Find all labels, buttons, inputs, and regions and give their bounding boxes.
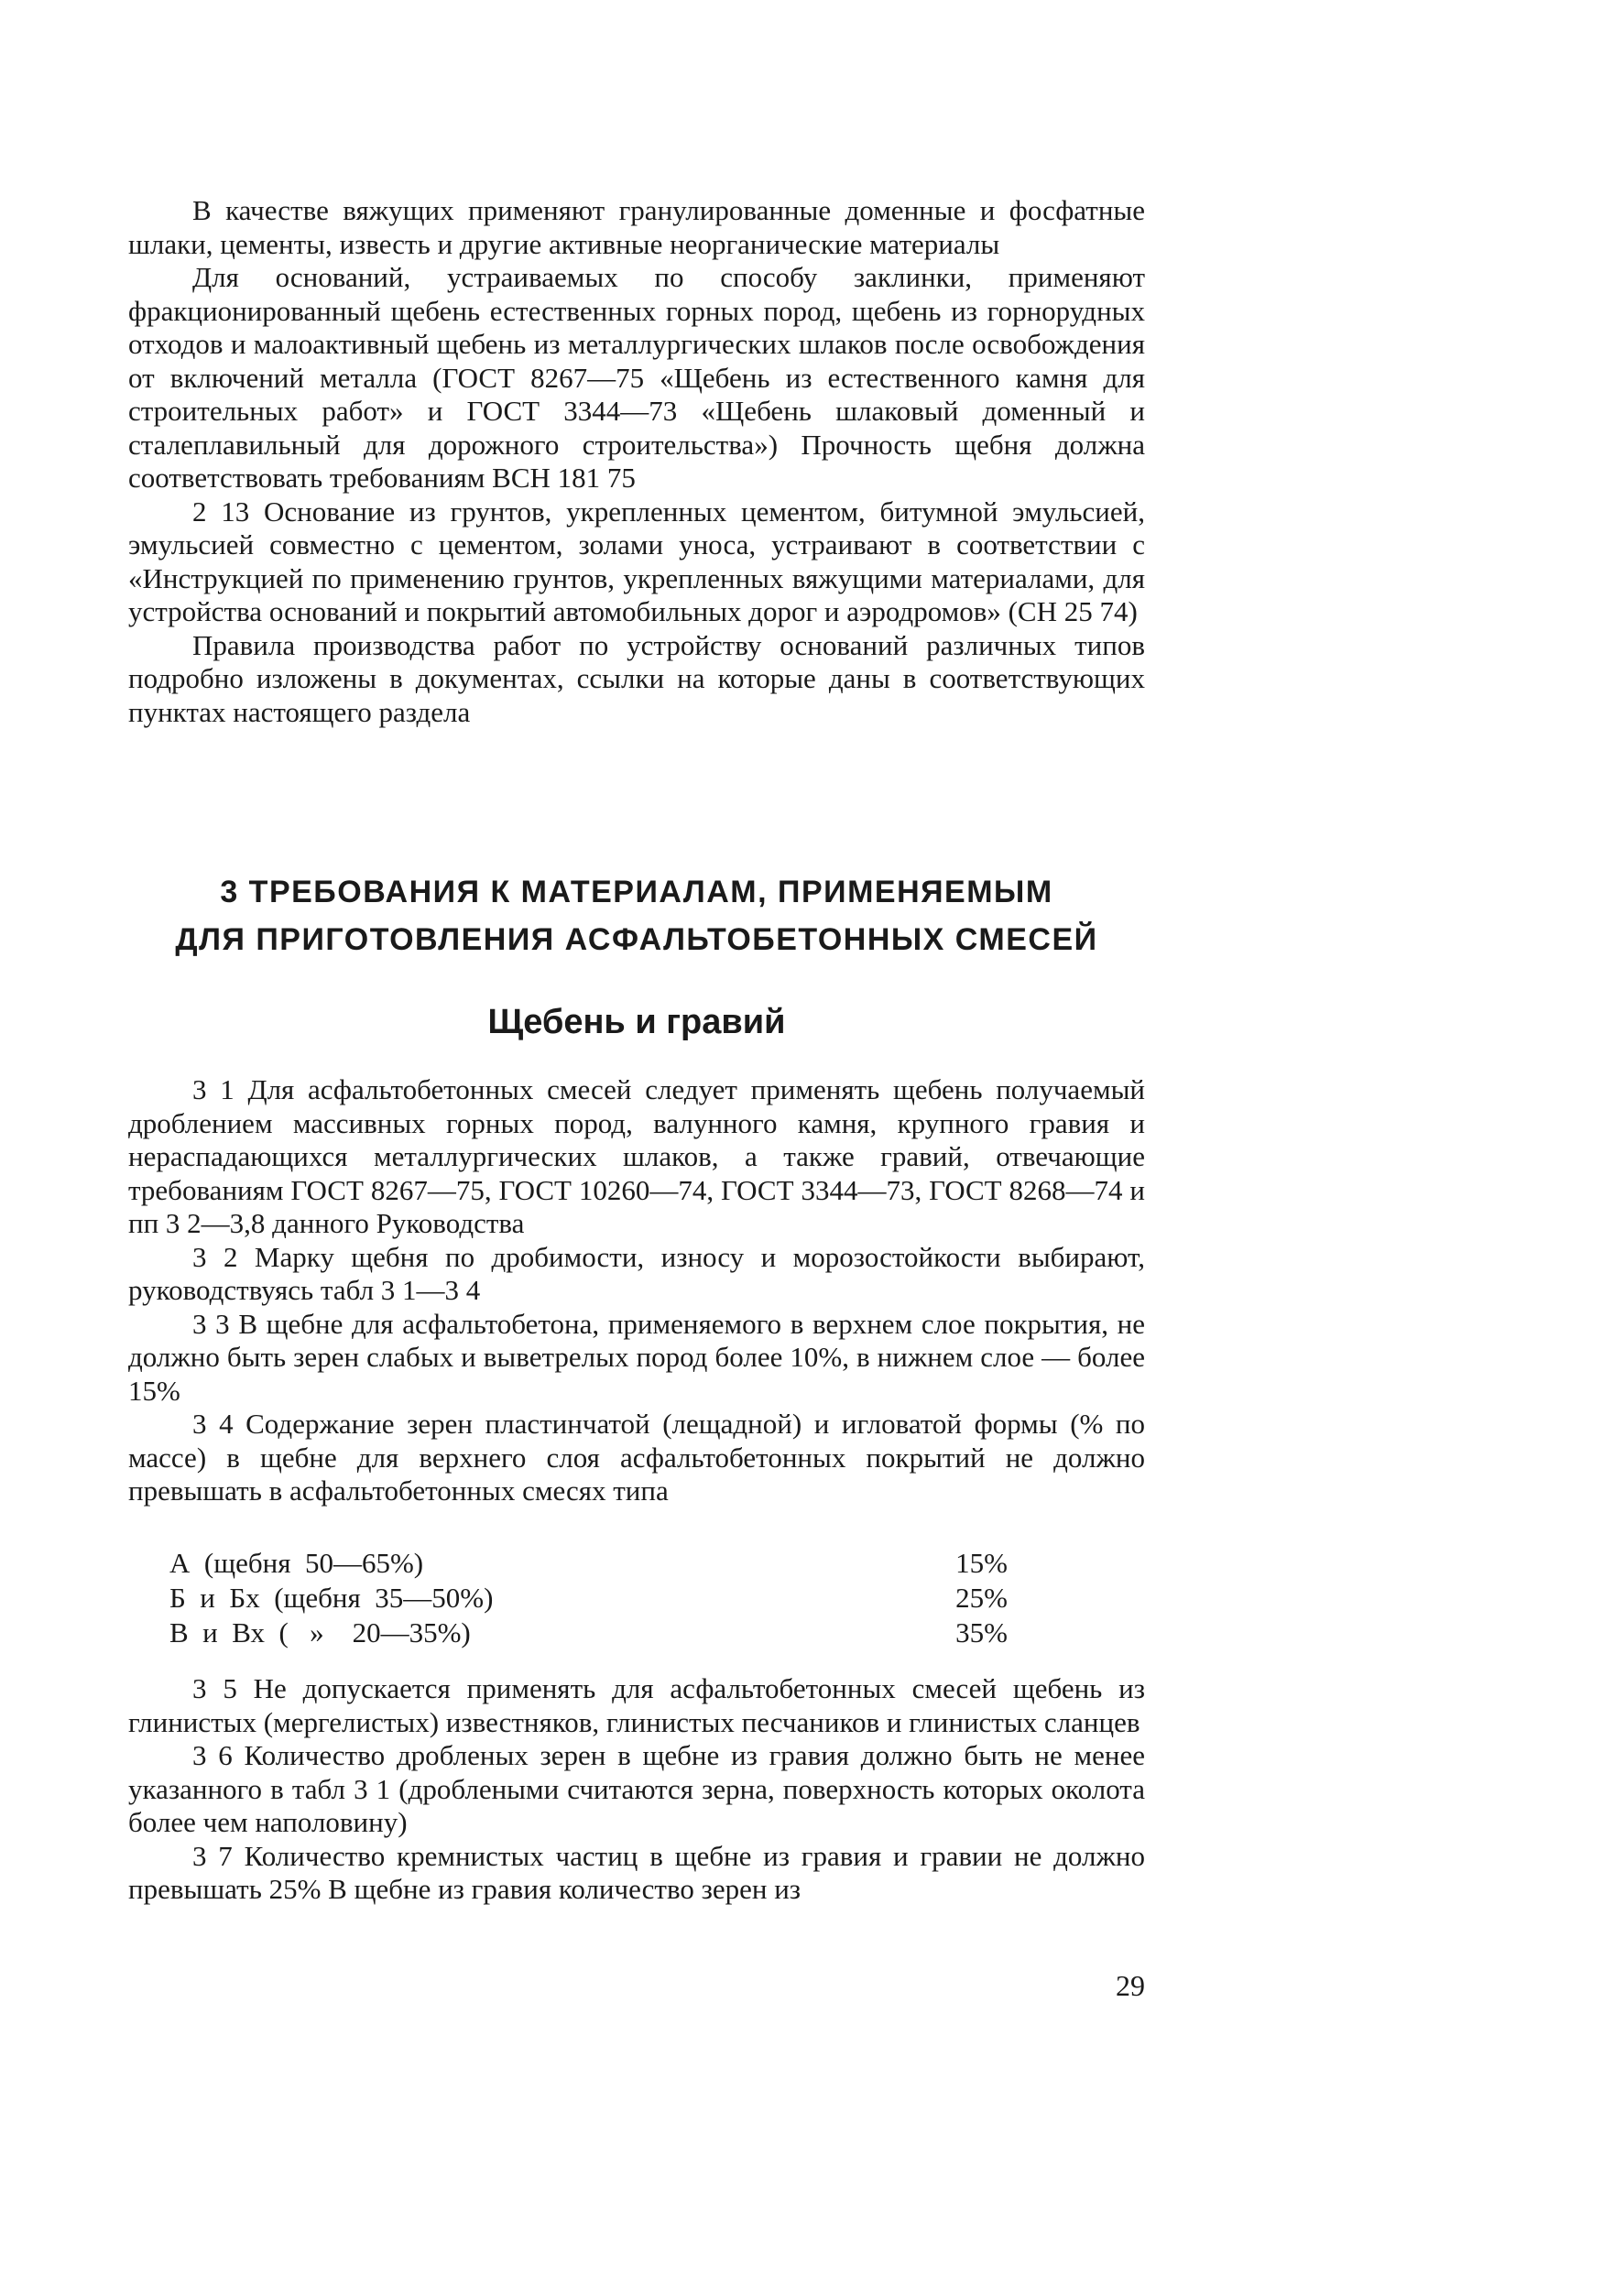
paragraph-3-4: 3 4 Содержание зерен пластинчатой (лещадной) и игловатой формы (% по массе) в щебне для верхнего слоя асфальтобетонных покрытий не должно превышать в асфальтобетонных смесях типа — [128, 1408, 1145, 1507]
body-text-top — [128, 1073, 1145, 1508]
paragraph-3-7: 3 7 Количество кремнистых частиц в щебне из гравия и гравии не должно превышать 25% В щебне из гравия количество зерен из — [128, 1839, 1145, 1905]
body-text-bottom — [128, 1672, 1145, 1907]
spec-value: 35% — [955, 1616, 1008, 1649]
spec-row-a — [128, 1546, 1008, 1581]
paragraph-3-2: 3 2 Марку щебня по дробимости, износу и морозостойкости выбирают, руководствуясь табл 3 1—3 4 — [128, 1240, 1145, 1306]
paragraph-3-1: 3 1 Для асфальтобетонных смесей следует применять щебень получаемый дроблением массивных горных пород, валунного камня, крупного гравия и нераспадающихся металлургических шлаков, а также гравий, отвечающие требованиям ГОСТ 8267—75, ГОСТ 10260—74, ГОСТ 3344—73, ГОСТ 8268—74 и пп 3 2—3,8 данного Руководства — [128, 1073, 1145, 1239]
section-title-line-2: ДЛЯ ПРИГОТОВЛЕНИЯ АСФАЛЬТОБЕТОННЫХ СМЕСЕЙ — [175, 922, 1098, 957]
paragraph-binders: В качестве вяжущих применяют гранулированные доменные и фосфатные шлаки, цементы, известь и другие активные неорганические материалы — [128, 194, 1145, 260]
paragraph-work-rules: Правила производства работ по устройству оснований различных типов подробно изложены в документах, ссылки на которые даны в соответствующих пунктах настоящего раздела — [128, 628, 1145, 728]
paragraph-3-5: 3 5 Не допускается применять для асфальтобетонных смесей щебень из глинистых (мергелистых) известняков, глинистых песчаников и глинистых сланцев — [128, 1672, 1145, 1738]
subsection-title: Щебень и гравий — [487, 1003, 786, 1041]
spec-row-b — [128, 1581, 1008, 1616]
paragraph-wedging-base: Для оснований, устраиваемых по способу заклинки, применяют фракционированный щебень естественных горных пород, щебень из горнорудных отходов и малоактивный щебень из металлургических шлаков после освобождения от включений металла (ГОСТ 8267—75 «Щебень из естественного камня для строительных работ» и ГОСТ 3344—73 «Щебень шлаковый доменный и сталеплавильный для дорожного строительства») Прочность щебня должна соответствовать требованиям ВСН 181 75 — [128, 261, 1145, 494]
spec-value: 25% — [955, 1582, 1008, 1614]
page-number: 29 — [1116, 1969, 1145, 2002]
section-heading — [128, 868, 1145, 963]
spec-label: Б и Бх (щебня 35—50%) — [169, 1582, 494, 1614]
spec-row-v — [128, 1616, 1008, 1650]
flakiness-list — [128, 1546, 1145, 1656]
spec-label: А (щебня 50—65%) — [169, 1547, 424, 1579]
subsection-heading — [128, 1000, 1145, 1044]
spec-value: 15% — [955, 1547, 1008, 1579]
intro-text — [128, 194, 1145, 729]
paragraph-2-13: 2 13 Основание из грунтов, укрепленных цементом, битумной эмульсией, эмульсией совместно с цементом, золами уноса, устраивают в соответствии с «Инструкцией по применению грунтов, укрепленных вяжущими материалами, для устройства оснований и покрытий автомобильных дорог и аэродромов» (СН 25 74) — [128, 495, 1145, 627]
paragraph-3-3: 3 3 В щебне для асфальтобетона, применяемого в верхнем слое покрытия, не должно быть зерен слабых и выветрелых пород более 10%, в нижнем слое — более 15% — [128, 1307, 1145, 1407]
spec-label: В и Вх ( » 20—35%) — [169, 1616, 471, 1649]
section-title-line-1: 3 ТРЕБОВАНИЯ К МАТЕРИАЛАМ, ПРИМЕНЯЕМЫМ — [220, 875, 1053, 909]
paragraph-3-6: 3 6 Количество дробленых зерен в щебне из гравия должно быть не менее указанного в табл 3 1 (дроблеными считаются зерна, поверхность которых околота более чем наполовину) — [128, 1739, 1145, 1838]
